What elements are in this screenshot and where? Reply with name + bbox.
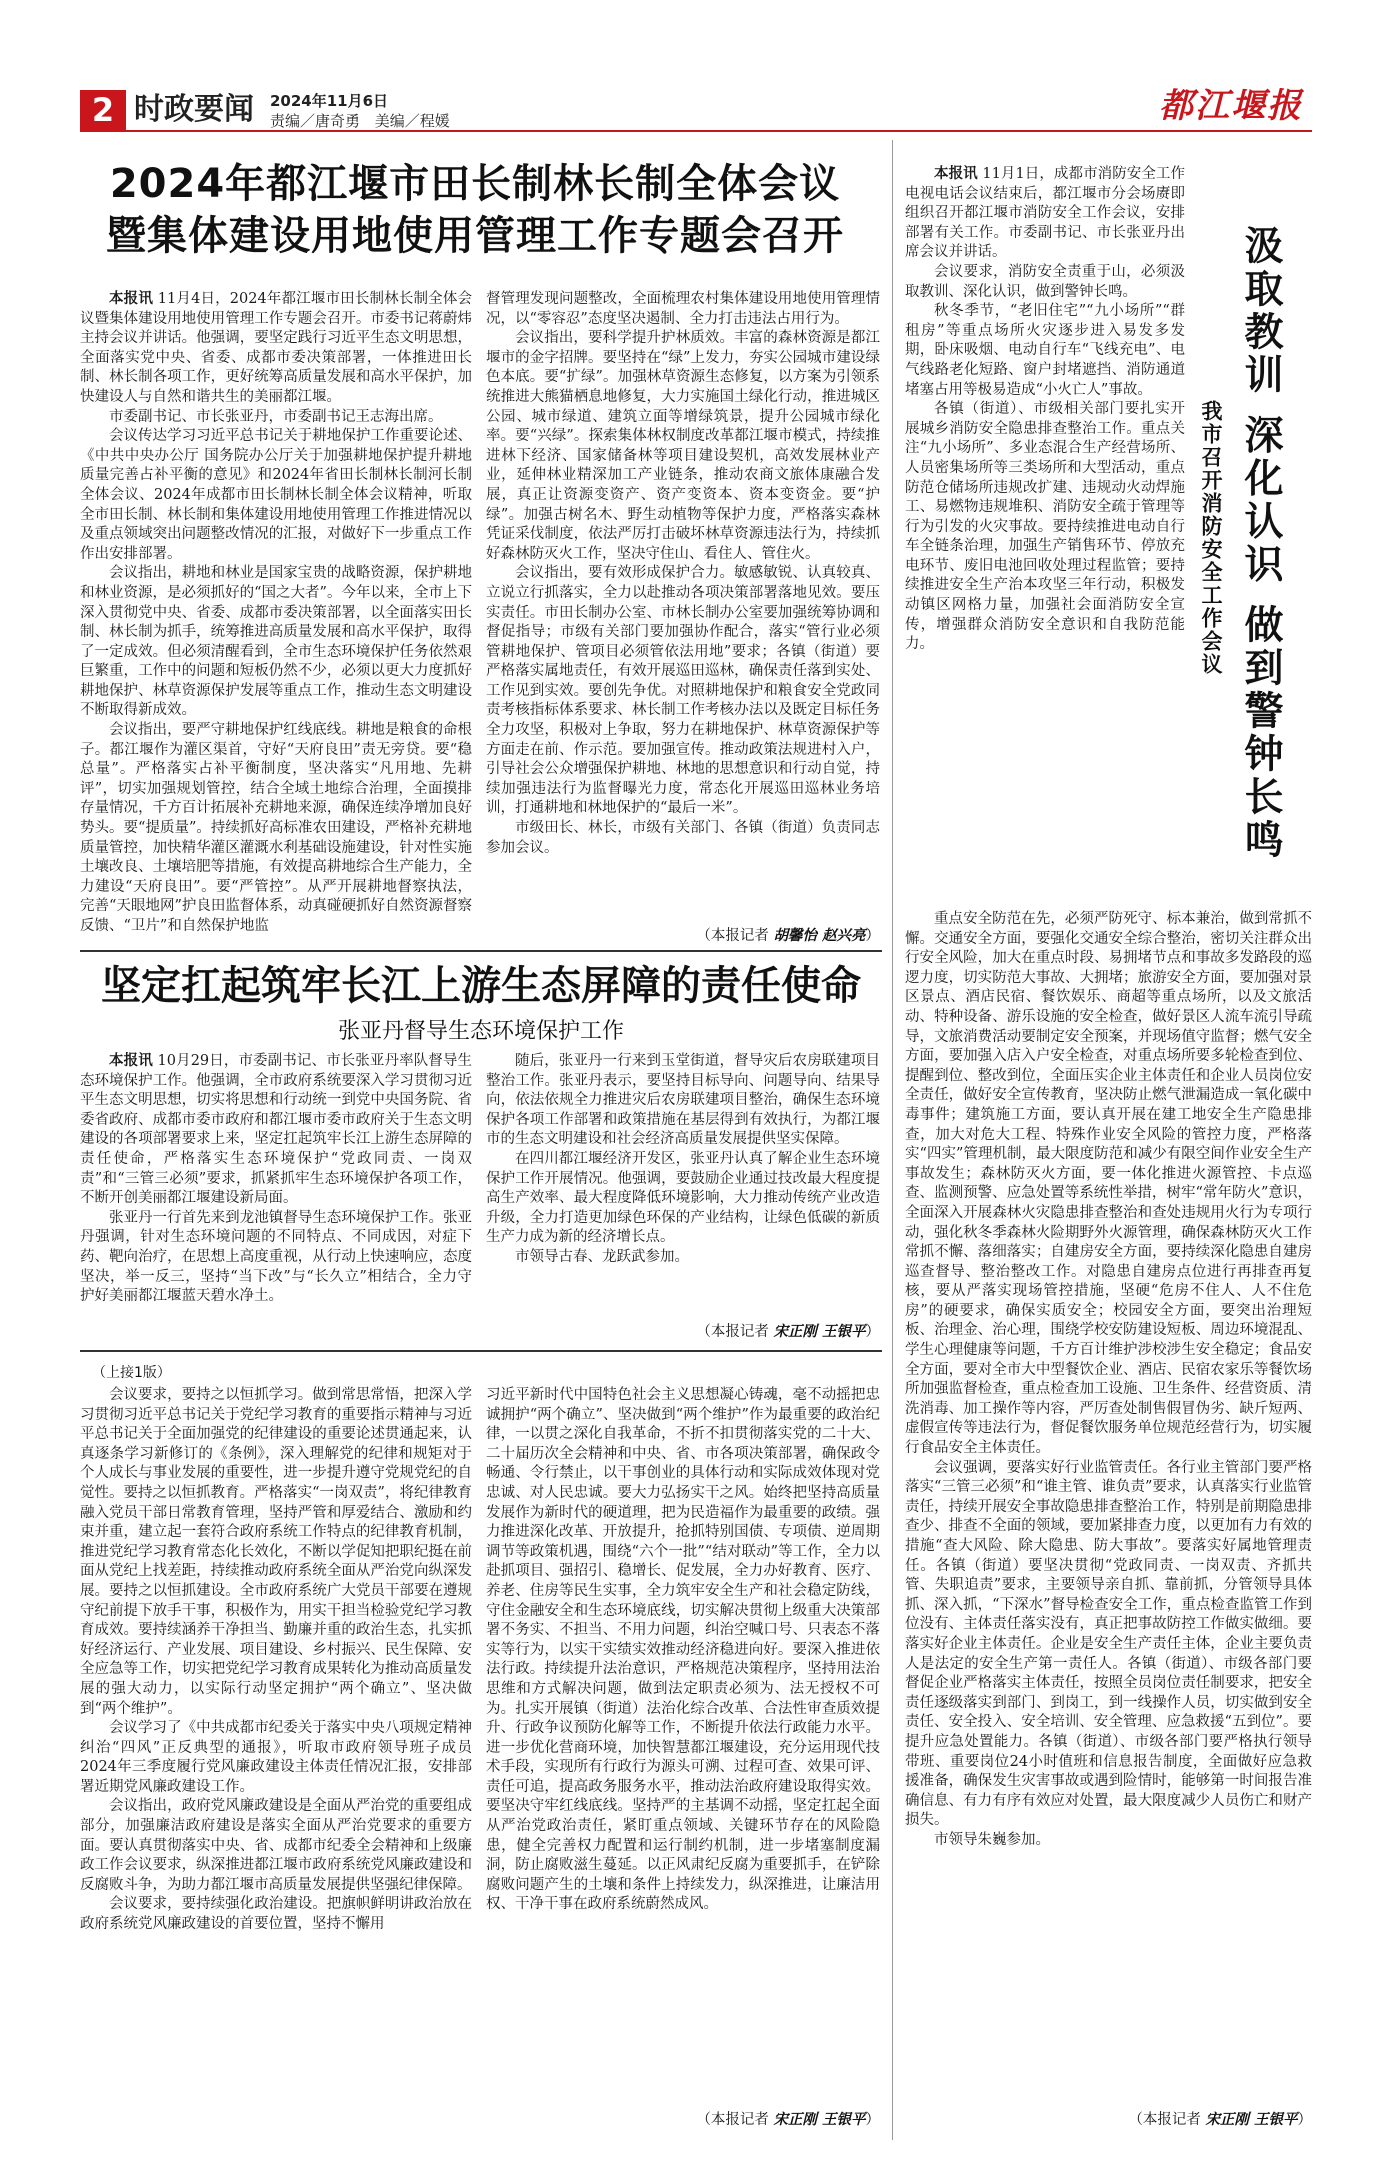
- byline-prefix: （本报记者: [1128, 2112, 1201, 2128]
- article3-byline: [486, 2108, 880, 2129]
- article4-paragraph: 会议强调，要落实好行业监管责任。各行业主管部门要严格落实“三管三必须”和“谁主管、谁负责”要求，认真落实行业监管责任，持续开展安全事故隐患排查整治工作，特别是前期隐患排查少、排查不全面的领域，要加紧排查力度，以更加有力有效的措施“查大风险、除大隐患、防大事故”。要落实好属地管理责任。各镇（街道）要坚决贯彻“党政同责、一岗双责、齐抓共管、失职追责”要求，主要领导亲自抓、靠前抓，分管领导具体抓、深入抓，“下深水”督导检查安全工作，重点检查监管工作到位没有、主体责任落实没有，真正把事故防控工作做实做细。要落实好企业主体责任。企业是安全生产责任主体，企业主要负责人是法定的安全生产第一责任人。各镇（街道）、市级各部门要督促企业严格落实主体责任，按照全员岗位责任制要求，把安全责任逐级落实到部门、到岗工，到一线操作人员，切实做到安全责任、安全投入、安全培训、安全管理、应急救援“五到位”。要提升应急处置能力。各镇（街道）、市级各部门要严格执行领导带班、重要岗位24小时值班和信息报告制度，全面做好应急救援准备，确保发生灾害事故或遇到险情时，能够第一时间报告准确信息、有力有序有效应对处置，最大限度减少人员伤亡和财产损失。: [905, 1459, 1312, 1829]
- article4-column-top: [905, 165, 1185, 910]
- article2-byline: [486, 1320, 880, 1341]
- byline-suffix: ）: [865, 928, 880, 944]
- article4-lead: 本报讯: [934, 166, 978, 182]
- article3-paragraph: 会议要求，要持续强化政治建设。把旗帜鲜明讲政治放在政府系统党风廉政建设的首要位置，坚持不懈用: [80, 1896, 472, 1933]
- article1-paragraph: 会议指出，耕地和林业是国家宝贵的战略资源，保护耕地和林业资源，是必须抓好的“国之大者”。今年以来，全市上下深入贯彻党中央、省委、成都市委决策部署，以全面落实田长制、林长制为抓手，统筹推进高质量发展和高水平保护，取得了一定成效。但必须清醒看到，全市生态环境保护任务依然艰巨繁重，工作中的问题和短板仍然不少，必须以更大力度抓好耕地保护、林草资源保护发展等重点工作，推动生态文明建设不断取得新成效。: [80, 565, 472, 719]
- article1-paragraph: 会议传达学习习近平总书记关于耕地保护工作重要论述、《中共中央办公厅 国务院办公厅关于加强耕地保护提升耕地质量完善占补平衡的意见》和2024年省田长制林长制河长制全体会议、2024年成都市田长制林长制全体会议精神，听取全市田长制、林长制和集体建设用地使用管理工作推进情况以及重点领域突出问题整改情况的汇报，对做好下一步重点工作作出安排部署。: [80, 428, 472, 562]
- article1-column-1: [80, 290, 472, 948]
- byline-prefix: （本报记者: [696, 1324, 769, 1340]
- article1-title-line1: 2024年都江堰市田长制林长制全体会议: [109, 161, 841, 207]
- article3-paragraph: 会议要求，要持之以恒抓学习。做到常思常悟，把深入学习贯彻习近平总书记关于党纪学习教育的重要指示精神与习近平总书记关于全面加强党的纪律建设的重要论述贯通起来，认真逐条学习新修订的《条例》，深入理解党的纪律和规矩对于个人成长与事业发展的重要性，进一步提升遵守党规党纪的自觉性。要持之以恒抓教育。严格落实“一岗双责”，将纪律教育融入党员干部日常教育管理，坚持严管和厚爱结合、激励和约束并重，建立起一套符合政府系统工作特点的纪律教育机制，推进党纪学习教育常态化长效化，不断以学促知把职纪挺在前面从党纪上找差距，持续推动政府系统全面从严治党向纵深发展。要持之以恒抓建设。全市政府系统广大党员干部要在遵规守纪前提下放手干事，积极作为，用实干担当检验党纪学习教育成效。要持续涵养干净担当、勤廉并重的政治生态，扎实抓好经济运行、产业发展、项目建设、乡村振兴、民生保障、安全应急等工作，切实把党纪学习教育成果转化为推动高质量发展的强大动力，以实际行动坚定拥护“两个确立”、坚决做到“两个维护”。: [80, 1387, 472, 1717]
- byline-suffix: ）: [865, 1324, 880, 1340]
- article1-paragraph: 市委副书记、市长张亚丹，市委副书记王志海出席。: [109, 408, 443, 425]
- article2-paragraph: 随后，张亚丹一行来到玉堂街道，督导灾后农房联建项目整治工作。张亚丹表示，要坚持目标导向、问题导向、结果导向，依法依规全力推进灾后农房联建项目整治，确保生态环境保护各项工作部署和政策措施在基层得到有效执行，为都江堰市的生态文明建设和社会经济高质量发展提供坚实保障。: [486, 1053, 880, 1148]
- article3-paragraph: 会议指出，政府党风廉政建设是全面从严治党的重要组成部分，加强廉洁政府建设是落实全面从严治党要求的重要方面。要认真贯彻落实中央、省、成都市纪委全会精神和上级廉政工作会议要求，纵深推进都江堰市政府系统党风廉政建设和反腐败斗争，为助力都江堰市高质量发展提供坚强纪律保障。: [80, 1798, 472, 1893]
- editor-credits: [270, 110, 460, 131]
- article4-paragraph: 会议要求，消防安全责重于山，必须汲取教训、深化认识，做到警钟长鸣。: [905, 263, 1185, 300]
- article2-paragraph: 10月29日，市委副书记、市长张亚丹率队督导生态环境保护工作。他强调，全市政府系统要深入学习贯彻习近平生态文明思想，切实将思想和行动统一到党中央国务院、省委省政府、成都市委市政府和都江堰市委市政府关于生态文明建设的各项部署要求上来，坚定扛起筑牢长江上游生态屏障的责任使命，严格落实生态环境保护“党政同责、一岗双责”和“三管三必须”要求，抓紧抓牢生态环境保护各项工作，不断开创美丽都江堰建设新局面。: [80, 1053, 472, 1207]
- column-separator: [892, 140, 893, 2140]
- article3-paragraph: 会议学习了《中共成都市纪委关于落实中央八项规定精神纠治“四风”正反典型的通报》，听取市政府领导班子成员2024年三季度履行党风廉政建设主体责任情况汇报，安排部署近期党风廉政建设工作。: [80, 1720, 472, 1795]
- editor-label: 责编／唐奇勇: [270, 112, 361, 130]
- reporter-names: 胡馨怡 赵兴亮: [773, 928, 866, 944]
- article2-paragraph: 在四川都江堰经济开发区，张亚丹认真了解企业生态环境保护工作开展情况。他强调，要鼓励企业通过技改最大程度提高生产效率、最大程度降低环境影响，大力推动传统产业改造升级，全力打造更加绿色环保的产业结构，让绿色低碳的新质生产力成为新的经济增长点。: [486, 1150, 880, 1246]
- article3-column-2: [486, 1386, 880, 2106]
- reporter-names: 宋正刚 王银平: [1205, 2112, 1298, 2128]
- article4-paragraph: 11月1日，成都市消防安全工作电视电话会议结束后，都江堰市分会场赓即组织召开都江堰市消防安全工作会议，安排部署有关工作。市委副书记、市长张亚丹出席会议并讲话。: [905, 166, 1185, 261]
- article3-paragraph: 习近平新时代中国特色社会主义思想凝心铸魂，毫不动摇把忠诚拥护“两个确立”、坚决做到“两个维护”作为最重要的政治纪律，一以贯之深化自我革命，不折不扣贯彻落实党的二十大、二十届历次全会精神和中央、省、市各项决策部署，确保政令畅通、令行禁止，以干事创业的具体行动和实际成效体现对党忠诚、对人民忠诚。要大力弘扬实干之风。始终把坚持高质量发展作为新时代的硬道理，把为民造福作为最重要的政绩。强力推进深化改革、开放提升，抢抓特别国债、专项债、逆周期调节等政策机遇，围绕“六个一批”“结对联动”等工作，全力以赴抓项目、强招引、稳增长、促发展，全力办好教育、医疗、养老、住房等民生实事，全力筑牢安全生产和社会稳定防线，守住金融安全和生态环境底线，切实解决贯彻上级重大决策部署不务实、不担当、不用力问题，纠治空喊口号、只表态不落实等行为，以实干实绩实效推动经济稳进向好。要深入推进依法行政。持续提升法治意识，严格规范决策程序，坚持用法治思维和方式解决问题，做到法定职责必须为、法无授权不可为。扎实开展镇（街道）法治化综合改革、合法性审查质效提升、行政争议预防化解等工作，不断提升依法行政能力水平。进一步优化营商环境，加快智慧都江堰建设，充分运用现代技术手段，实现所有行政行为源头可溯、过程可查、效果可评、责任可追，提高政务服务水平，推动法治政府建设取得实效。要坚决守牢红线底线。坚持严的主基调不动摇，坚定扛起全面从严治党政治责任，紧盯重点领域、关键环节存在的风险隐患，健全完善权力配置和运行制约机制，进一步堵塞制度漏洞，防止腐败滋生蔓延。以正风肃纪反腐为重要抓手，在铲除腐败问题产生的土壤和条件上持续发力，纵深推进，让廉洁用权、干净干事在政府系统蔚然成风。: [486, 1387, 880, 1913]
- divider: [80, 1350, 882, 1352]
- article1-paragraph: 会议指出，要科学提升护林质效。丰富的森林资源是都江堰市的金字招牌。要坚持在“绿”上发力，夯实公园城市建设绿色本底。要“扩绿”。加强林草资源生态修复，以方案为引领系统推进大熊猫栖息地修复，大力实施国土绿化行动，推进城区公园、城市绿道、建筑立面等增绿筑景，提升公园城市绿化率。要“兴绿”。探索集体林权制度改革都江堰市模式，持续推进林下经济、国家储备林等项目建设契机，高效发展林业产业，延伸林业精深加工产业链条，推动农商文旅体康融合发展，真正让资源变资产、资产变资本、资本变资金。要“护绿”。加强古树名木、野生动植物等保护力度，严格落实森林凭证采伐制度，依法严厉打击破坏林草资源违法行为，持续抓好森林防灭火工作，坚决守住山、看住人、管住火。: [486, 330, 880, 562]
- article2-column-1: [80, 1052, 472, 1342]
- byline-prefix: （本报记者: [696, 2112, 769, 2128]
- article1-paragraph: 会议指出，要严守耕地保护红线底线。耕地是粮食的命根子。都江堰作为灌区渠首，守好“天府良田”责无旁贷。要“稳总量”。严格落实占补平衡制度，坚决落实“凡用地、先耕评”，切实加强规划管控，结合全域土地综合治理，全面摸排存量情况，千方百计拓展补充耕地来源，确保连续净增加良好势头。要“提质量”。持续抓好高标准农田建设，严格补充耕地质量管控，加快精华灌区灌溉水利基础设施建设，针对性实施土壤改良、土壤培肥等措施，有效提高耕地综合生产能力，全力建设“天府良田”。要“严管控”。从严开展耕地督察执法，完善“天眼地网”护良田监督体系，动真碰硬抓好自然资源督察反馈、“卫片”和自然保护地监: [80, 722, 472, 934]
- article4-paragraph: 市领导朱巍参加。: [934, 1831, 1050, 1848]
- article4-paragraph: 重点安全防范在先，必须严防死守、标本兼治，做到常抓不懈。交通安全方面，要强化交通安全综合整治，密切关注群众出行安全风险，加大在重点时段、易拥堵节点和事故多发路段的巡逻力度，切实防范大事故、大拥堵；旅游安全方面，要加强对景区景点、酒店民宿、餐饮娱乐、商超等重点场所，以及文旅活动、特种设备、游乐设施的安全检查，做好景区人流车流引导疏导，文旅消费活动要制定安全预案，并现场值守监督；燃气安全方面，要加强入店入户安全检查，对重点场所要多轮检查到位、提醒到位、整改到位，全面压实企业主体责任和企业人员岗位安全责任，做好安全宣传教育，坚决防止燃气泄漏造成一氧化碳中毒事件；建筑施工方面，要认真开展在建工地安全生产隐患排查，加大对危大工程、特殊作业安全风险的管控力度，严格落实“四实”管理机制，最大限度防范和减少有限空间作业安全生产事故发生；森林防灭火方面，要一体化推进火源管控、卡点巡查、监测预警、应急处置等系统性举措，树牢“常年防火”意识，全面深入开展森林火灾隐患排查整治和查处违规用火行为专项行动，强化秋冬季森林火险期野外火源管理，确保森林防灭火工作常抓不懈、落细落实；自建房安全方面，要持续深化隐患自建房巡查督导、整治整改工作。对隐患自建房点位进行再排查再复核，要从严落实现场管控措施，坚硬“危房不住人、人不住危房”的硬要求，确保实质安全；校园安全方面，要突出治理短板、治理金、治心理，围绕学校安防建设短板、周边环境混乱、学生心理健康等问题，千方百计维护涉校涉生安全稳定；食品安全方面，要对全市大中型餐饮企业、酒店、民宿农家乐等餐饮场所加强监督检查，重点检查加工设施、卫生条件、经营资质、清洗消毒、加工操作等内容，严厉查处制售假冒伪劣、缺斤短两、虚假宣传等违法行为，督促餐饮服务单位规范经营行为，切实履行食品安全主体责任。: [905, 911, 1312, 1457]
- article4-title: 汲取教训 深化认识 做到警钟长鸣: [1238, 225, 1283, 863]
- article2-lead: 本报讯: [109, 1053, 153, 1069]
- article1-headline: [80, 158, 870, 262]
- page-header: [80, 86, 1312, 132]
- article4-paragraph: 各镇（街道）、市级相关部门要扎实开展城乡消防安全隐患排查整治工作。重点关注“九小场所”、多业态混合生产经营场所、人员密集场所等三类场所和大型活动，重点防范仓储场所违规改扩建、违规动火动焊施工、易燃物违规堆积、消防安全疏于管理等行为引发的火灾事故。要持续推进电动自行车全链条治理，加强生产销售环节、停放充电环节、废旧电池回收处理过程监管；要持续推进安全生产治本攻坚三年行动，积极发动镇区网格力量，加强社会面消防安全宣传，增强群众消防安全意识和自我防范能力。: [905, 401, 1185, 653]
- reporter-names: 宋正刚 王银平: [773, 2112, 866, 2128]
- article2-paragraph: 张亚丹一行首先来到龙池镇督导生态环境保护工作。张亚丹强调，针对生态环境问题的不同特点、不同成因，对症下药、靶向治疗，在思想上高度重视，从行动上快速响应，态度坚决，举一反三，坚持“当下改”与“长久立”相结合，全力守护好美丽都江堰蓝天碧水净土。: [80, 1209, 472, 1305]
- article4-column-bottom: [905, 910, 1312, 2106]
- issue-date: 2024年11月6日: [270, 92, 389, 110]
- article1-paragraph: 11月4日，2024年都江堰市田长制林长制全体会议暨集体建设用地使用管理工作专题会召开。市委书记蒋蔚炜主持会议并讲话。他强调，要坚定践行习近平生态文明思想，全面落实党中央、省委、成都市委决策部署，一体推进田长制、林长制各项工作，更好统筹高质量发展和高水平保护，加快建设人与自然和谐共生的美丽都江堰。: [80, 291, 472, 405]
- article4-paragraph: 秋冬季节，“老旧住宅”“九小场所”“群租房”等重点场所火灾逐步进入易发多发期，卧床吸烟、电动自行车“飞线充电”、电气线路老化短路、窗户封堵遮挡、消防通道堵塞占用等极易造成“小火亡人”事故。: [905, 303, 1185, 398]
- article1-paragraph: 会议指出，要有效形成保护合力。敏感敏锐、认真较真、立说立行抓落实，全力以赴推动各项决策部署落地见效。要压实责任。市田长制办公室、市林长制办公室要加强统筹协调和督促指导；市级有关部门要加强协作配合，落实“管行业必须管耕地保护、管项目必须管依法用地”要求；各镇（街道）要严格落实属地责任，有效开展巡田巡林，确保责任落到实处、工作见到实效。要创先争优。对照耕地保护和粮食安全党政同责考核指标体系要求、林长制工作考核办法以及既定目标任务全力攻坚，积极对上争取，努力在耕地保护、林草资源保护等方面走在前、作示范。要加强宣传。推动政策法规进村入户，引导社会公众增强保护耕地、林地的思想意识和行动自觉，持续加强违法行为监督曝光力度，常态化开展巡田巡林业务培训，打通耕地和林地保护的“最后一米”。: [486, 565, 880, 817]
- byline-suffix: ）: [1297, 2112, 1312, 2128]
- page-number: 2: [80, 90, 126, 130]
- article1-lead: 本报讯: [109, 291, 153, 307]
- article1-column-2: [486, 290, 880, 918]
- article4-byline: [905, 2108, 1312, 2129]
- designer-label: 美编／程媛: [374, 112, 450, 130]
- continued-tag: （上接1版）: [92, 1365, 171, 1381]
- article1-title-line2: 暨集体建设用地使用管理工作专题会召开: [106, 213, 844, 259]
- newspaper-logo: 都江堰报: [1159, 86, 1303, 126]
- article2-paragraph: 市领导古春、龙跃武参加。: [515, 1248, 689, 1265]
- article1-paragraph: 督管理发现问题整改，全面梳理农村集体建设用地使用管理情况，以“零容忍”态度坚决遏制、全力打击违法占用行为。: [486, 291, 880, 327]
- reporter-names: 宋正刚 王银平: [773, 1324, 866, 1340]
- article2-column-2: [486, 1052, 880, 1317]
- byline-prefix: （本报记者: [696, 928, 769, 944]
- article4-subtitle: 我市召开消防安全工作会议: [1199, 400, 1223, 676]
- byline-suffix: ）: [865, 2112, 880, 2128]
- article3-column-1: [80, 1386, 472, 2126]
- article1-byline: [486, 924, 880, 945]
- divider: [80, 950, 882, 952]
- article1-paragraph: 市级田长、林长，市级有关部门、各镇（街道）负责同志参加会议。: [486, 820, 880, 856]
- article2-subtitle: 张亚丹督导生态环境保护工作: [337, 1019, 624, 1044]
- section-title: 时政要闻: [134, 92, 254, 127]
- article2-title: 坚定扛起筑牢长江上游生态屏障的责任使命: [101, 962, 861, 1009]
